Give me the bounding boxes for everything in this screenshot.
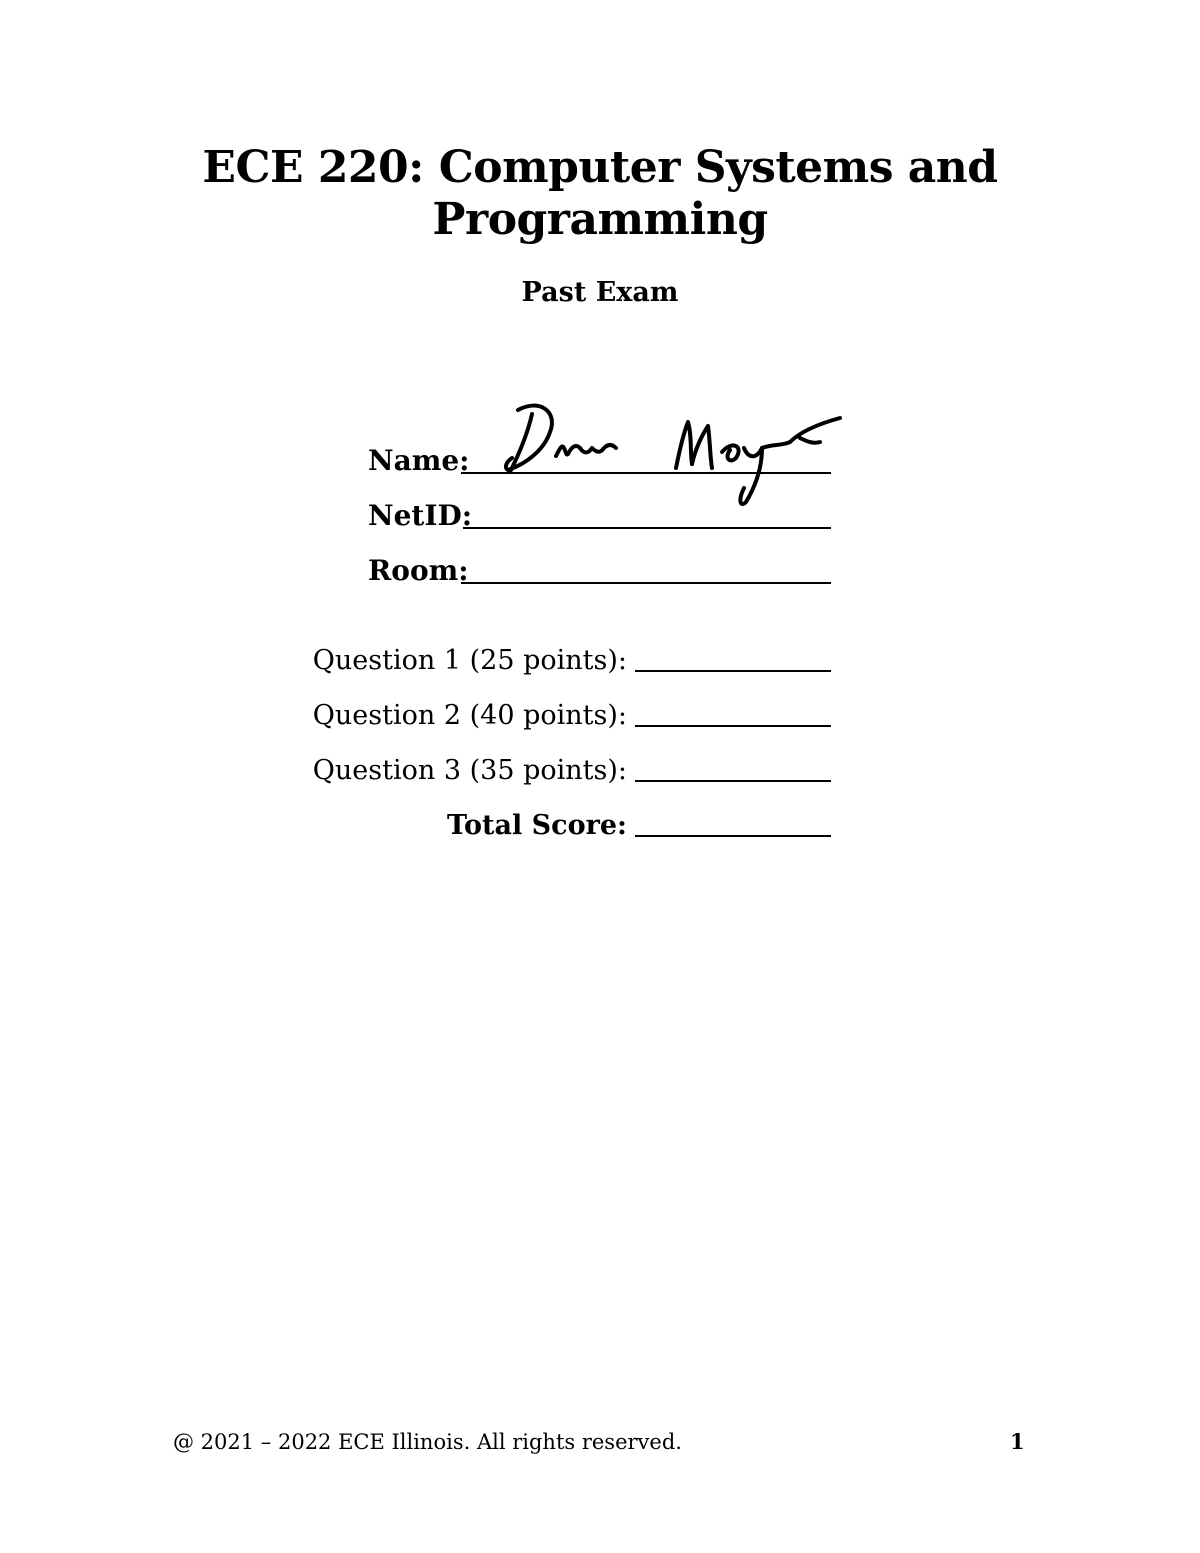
netid-field	[368, 497, 831, 537]
total-score-blank	[635, 835, 831, 837]
page-number: 1	[1010, 1429, 1025, 1454]
total-score-label: Total Score:	[447, 810, 627, 841]
netid-underline	[463, 527, 831, 529]
title-line-2: Programming	[432, 194, 768, 245]
copyright-footer: @ 2021 – 2022 ECE Illinois. All rights reserved.	[173, 1430, 682, 1454]
question-1-label: Question 1 (25 points):	[312, 645, 627, 676]
title-line-1: ECE 220: Computer Systems and	[202, 142, 998, 193]
question-3-score	[313, 754, 831, 794]
subtitle: Past Exam	[521, 277, 679, 308]
question-1-score	[313, 644, 831, 684]
room-label: Room:	[368, 554, 469, 587]
room-underline	[461, 582, 831, 584]
question-3-blank	[635, 780, 831, 782]
name-label: Name:	[368, 444, 470, 477]
room-field	[368, 552, 831, 592]
handwritten-signature	[500, 392, 850, 512]
question-2-score	[313, 699, 831, 739]
netid-label: NetID:	[368, 499, 473, 532]
question-1-blank	[635, 670, 831, 672]
question-3-label: Question 3 (35 points):	[312, 755, 627, 786]
question-2-blank	[635, 725, 831, 727]
total-score	[447, 809, 831, 849]
question-2-label: Question 2 (40 points):	[312, 700, 627, 731]
